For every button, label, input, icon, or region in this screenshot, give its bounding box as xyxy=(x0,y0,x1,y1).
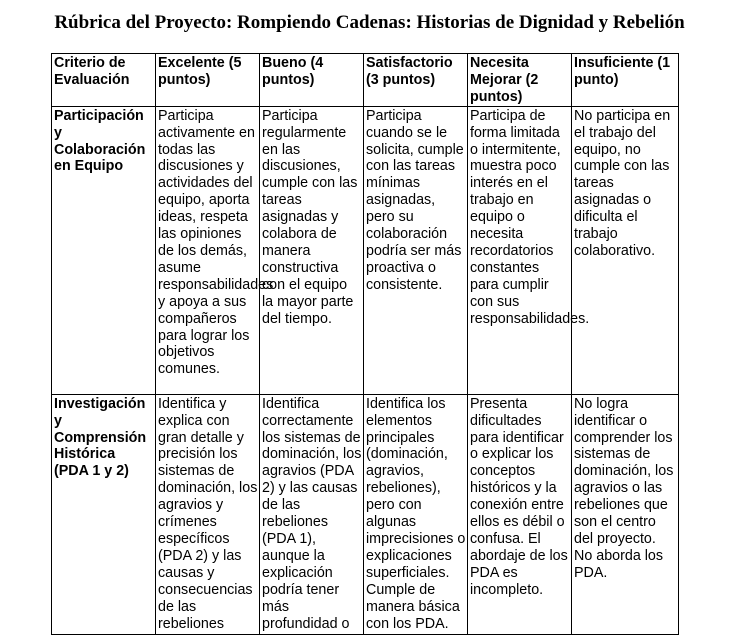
rubric-cell-insuficiente: No logra identificar o comprender los sistemas de dominación, los agravios o las rebeliones que son el centro del proyecto. No aborda los PDA. xyxy=(572,394,679,634)
header-criterion: Criterio de Evaluación xyxy=(52,54,156,107)
rubric-cell-satisfactorio: Participa cuando se le solicita, cumple con las tareas mínimas asignadas, pero su colaboración podría ser más proactiva o consistente. xyxy=(364,106,468,394)
header-insuficiente: Insuficiente (1 punto) xyxy=(572,54,679,107)
header-row xyxy=(52,54,679,107)
rubric-table xyxy=(51,53,679,635)
rubric-cell-bueno: Participa regularmente en las discusiones, cumple con las tareas asignadas y colabora de manera constructiva con el equipo la mayor parte del tiempo. xyxy=(260,106,364,394)
document-title: Rúbrica del Proyecto: Rompiendo Cadenas: Historias de Dignidad y Rebelión xyxy=(54,12,685,33)
rubric-cell-bueno: Identifica correctamente los sistemas de dominación, los agravios (PDA 2) y las causas de las rebeliones (PDA 1), aunque la explicación podría tener más profundidad o xyxy=(260,394,364,634)
rubric-cell-satisfactorio: Identifica los elementos principales (dominación, agravios, rebeliones), pero con algunas imprecisiones o explicaciones superficiales. Cumple de manera básica con los PDA. xyxy=(364,394,468,634)
header-satisfactorio: Satisfactorio (3 puntos) xyxy=(364,54,468,107)
header-bueno: Bueno (4 puntos) xyxy=(260,54,364,107)
rubric-cell-excelente: Identifica y explica con gran detalle y precisión los sistemas de dominación, los agravios y crímenes específicos (PDA 2) y las causas y consecuencias de las rebeliones xyxy=(156,394,260,634)
rubric-cell-necesita-mejorar: Presenta dificultades para identificar o explicar los conceptos históricos y la conexión entre ellos es débil o confusa. El abordaje de los PDA es incompleto. xyxy=(468,394,572,634)
rubric-cell-excelente: Participa activamente en todas las discusiones y actividades del equipo, aporta ideas, respeta las opiniones de los demás, asume responsabilidades y apoya a sus compañeros para lograr los objetivos comunes. xyxy=(156,106,260,394)
rubric-cell-insuficiente: No participa en el trabajo del equipo, no cumple con las tareas asignadas o dificulta el trabajo colaborativo. xyxy=(572,106,679,394)
criterion-cell: Investigación y Comprensión Histórica (PDA 1 y 2) xyxy=(52,394,156,634)
table-row xyxy=(52,394,679,634)
table-row xyxy=(52,106,679,394)
header-excelente: Excelente (5 puntos) xyxy=(156,54,260,107)
header-necesita-mejorar: Necesita Mejorar (2 puntos) xyxy=(468,54,572,107)
rubric-cell-necesita-mejorar: Participa de forma limitada o intermitente, muestra poco interés en el trabajo en equipo o necesita recordatorios constantes para cumplir con sus responsabilidades. xyxy=(468,106,572,394)
criterion-cell: Participación y Colaboración en Equipo xyxy=(52,106,156,394)
